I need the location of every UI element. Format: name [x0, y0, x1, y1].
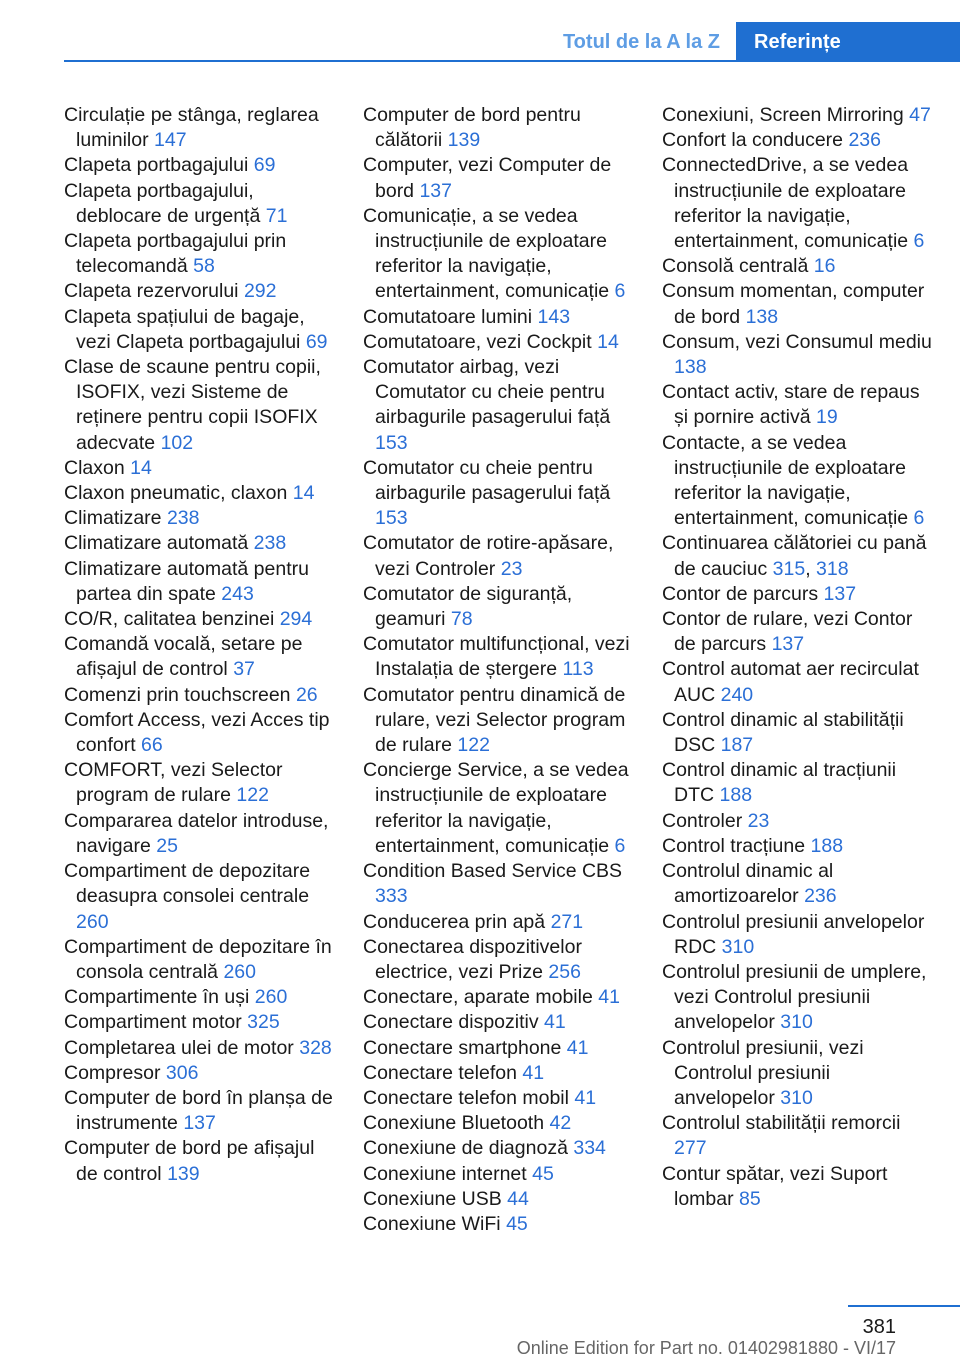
index-entry-text: Concierge Service, a se vedea instrucțiunile de exploatare referitor la navigație, entertainment, comunicație [363, 759, 629, 857]
index-entry [363, 1036, 633, 1061]
page-link[interactable]: 25 [156, 834, 178, 857]
index-entry [662, 834, 934, 859]
index-entry-text: Controlul dinamic al amortizoarelor [662, 860, 834, 908]
index-entry [64, 683, 334, 708]
page-link[interactable]: 69 [305, 330, 328, 353]
index-entry-text: Comutator de siguranță, geamuri [363, 582, 573, 631]
index-entry [662, 657, 934, 707]
page-link[interactable]: 6 [614, 834, 626, 857]
index-entry-text: Controlul presiunii de umplere, vezi Controlul presiunii anvelopelor [662, 960, 927, 1034]
page-link[interactable]: 138 [745, 305, 779, 328]
page-link[interactable]: 187 [720, 734, 754, 757]
index-entry-text: Comutator cu cheie pentru airbagurile pasagerului față [363, 456, 611, 505]
index-entry-text: Contor de parcurs [662, 582, 819, 605]
page-link[interactable]: 45 [506, 1212, 528, 1235]
index-entry [64, 859, 334, 935]
page-link[interactable]: 238 [253, 532, 287, 555]
index-entry-text: CO/R, calitatea benzinei [64, 608, 275, 631]
page-link[interactable]: 236 [848, 129, 881, 152]
index-entry-text: Conectare telefon mobil [363, 1086, 569, 1109]
page-link[interactable]: 325 [247, 1011, 280, 1034]
index-entry-text: Comfort Access, vezi Acces tip confort [64, 708, 330, 757]
index-entry-text: Claxon pneumatic, claxon [64, 482, 288, 505]
index-entry [64, 305, 334, 355]
index-entry [64, 1036, 334, 1061]
index-entry-text: Comutator airbag, vezi Comutator cu cheie pentru airbagurile pasagerului față [363, 356, 611, 429]
index-entry-text: Compartiment de depozitare în consola centrală [64, 935, 332, 983]
page-link[interactable]: 113 [562, 658, 594, 681]
index-entry [662, 582, 934, 607]
index-entry [363, 103, 633, 153]
page-link[interactable]: 143 [537, 305, 571, 328]
index-entry [64, 279, 334, 304]
index-entry-text: Clapeta rezervorului [64, 280, 239, 303]
page-link[interactable]: 306 [165, 1061, 199, 1084]
index-entry-text: Compartimente în uși [64, 986, 250, 1009]
index-entry-text: Contur spătar, vezi Suport lombar [662, 1162, 888, 1210]
index-entry-text: Climatizare automată [64, 532, 249, 555]
page-link[interactable]: 71 [265, 204, 288, 227]
index-entry-text: Conexiune Bluetooth [363, 1112, 545, 1135]
index-entry [363, 1010, 633, 1035]
index-entry [662, 380, 934, 430]
page-link[interactable]: 318 [816, 557, 849, 580]
index-entry [363, 1086, 633, 1111]
index-entry-text: Comutator multifuncțional, vezi Instalația de ștergere [363, 633, 630, 681]
index-entry [662, 1036, 934, 1112]
index-entry [363, 1136, 633, 1161]
footer-edition: Online Edition for Part no. 01402981880 - VI/17 [516, 1338, 896, 1358]
page-link[interactable]: 26 [295, 683, 318, 706]
index-entry-text: Conectare dispozitiv [363, 1011, 539, 1034]
page-link[interactable]: 23 [747, 809, 770, 832]
page-link[interactable]: 41 [598, 986, 620, 1009]
index-entry [662, 330, 934, 380]
index-entry-text: Conectare smartphone [363, 1036, 562, 1059]
index-entry-text: Comutator pentru dinamică de rulare, vezi Selector program de rulare [363, 683, 626, 757]
index-entry [662, 758, 934, 808]
index-entry-text: COMFORT, vezi Selector program de rulare [64, 759, 283, 807]
header-active-tab[interactable]: Referințe [736, 22, 960, 62]
page-link[interactable]: 6 [913, 230, 925, 253]
index-entry-text: Conexiune de diagnoză [363, 1137, 568, 1160]
index-entry-text: Controlul presiunii anvelopelor RDC [662, 910, 925, 958]
page-link[interactable]: 122 [236, 784, 269, 807]
index-entry-text: Compresor [64, 1061, 161, 1084]
index-entry-text: Contor de rulare, vezi Contor de parcurs [662, 608, 913, 656]
index-entry [64, 355, 334, 456]
page-link[interactable]: 310 [780, 1011, 813, 1034]
index-entry [662, 960, 934, 1036]
index-entry-text: Comandă vocală, setare pe afișajul de control [64, 633, 303, 681]
page-link[interactable]: 122 [457, 734, 490, 757]
page-link[interactable]: 102 [160, 431, 194, 454]
page-link[interactable]: 139 [167, 1162, 200, 1185]
index-entry-text: Computer de bord pe afișajul de control [64, 1137, 315, 1185]
index-entry [64, 708, 334, 758]
page-link[interactable]: 58 [193, 255, 215, 278]
index-entry [363, 456, 633, 532]
index-entry [64, 758, 334, 808]
index-entry [363, 985, 633, 1010]
index-entry [64, 229, 334, 279]
page-link[interactable]: 137 [183, 1112, 216, 1135]
index-entry-text: Controlul stabilității remorcii [662, 1112, 901, 1135]
index-entry [64, 481, 334, 506]
page-link[interactable]: 137 [823, 582, 857, 605]
index-entry-text: Clapeta portbagajului, deblocare de urgență [64, 179, 261, 227]
index-entry-text: Circulație pe stânga, reglarea luminilor [64, 104, 319, 152]
index-entry [363, 204, 633, 305]
index-entry [363, 683, 633, 759]
index-entry-text: Conexiune USB [363, 1187, 502, 1210]
index-entry-text: Contact activ, stare de repaus și pornire activă [662, 381, 920, 429]
page-link[interactable]: 294 [279, 608, 313, 631]
index-entry [662, 153, 934, 254]
page-link[interactable]: 188 [810, 834, 844, 857]
page-link[interactable]: 147 [154, 129, 187, 152]
index-entry-text: Control dinamic al stabilității DSC [662, 708, 904, 757]
index-entry [363, 1111, 633, 1136]
index-entry: Continuarea călătoriei cu pană de cauciuc 315, 318 [662, 532, 927, 580]
index-entry-text: Conducerea prin apă [363, 910, 546, 933]
index-entry-text: Conectarea dispozitivelor electrice, vezi Prize [363, 935, 582, 983]
page-number: 381 [862, 1316, 896, 1338]
index-entry [64, 531, 334, 556]
index-entry-text: Control automat aer recirculat AUC [662, 658, 919, 706]
page-link[interactable]: 41 [566, 1036, 589, 1059]
index-entry [64, 1136, 334, 1186]
page-link[interactable]: 334 [573, 1137, 606, 1160]
page-link[interactable]: 14 [597, 330, 619, 353]
page-link[interactable]: 310 [721, 935, 755, 958]
index-entry [662, 279, 934, 329]
index-entry [363, 859, 633, 909]
index-entry [64, 103, 334, 153]
page-link[interactable]: 153 [375, 507, 408, 530]
index-entry [662, 1111, 934, 1161]
page-link[interactable]: 44 [507, 1187, 529, 1210]
page-link[interactable]: 23 [500, 557, 523, 580]
footer-rule [848, 1305, 960, 1307]
index-entry [363, 758, 633, 859]
index-column-2 [363, 103, 633, 1237]
index-entry-text: Continuarea călătoriei cu pană de cauciuc [662, 532, 927, 580]
index-entry [363, 910, 633, 935]
index-entry [64, 809, 334, 859]
index-entry-text: Compartiment motor [64, 1011, 242, 1034]
index-entry-text: Comutatoare, vezi Cockpit [363, 330, 592, 353]
index-entry-text: Clase de scaune pentru copii, ISOFIX, vezi Sisteme de reținere pentru copii ISOFIX adecvate [64, 356, 321, 454]
index-entry [363, 1061, 633, 1086]
index-entry [662, 254, 934, 279]
page-link[interactable]: 310 [780, 1086, 813, 1109]
page-link[interactable]: 41 [574, 1086, 597, 1109]
page-link[interactable]: 14 [292, 482, 315, 505]
index-entry-text: Comutator de rotire-apăsare, vezi Controler [363, 532, 614, 580]
index-entry [64, 632, 334, 682]
page-link[interactable]: 243 [221, 582, 254, 605]
page-link[interactable]: 260 [223, 960, 256, 983]
index-entry-text: Conexiune internet [363, 1162, 527, 1185]
page-link[interactable]: 47 [909, 104, 931, 126]
page-link[interactable]: 6 [614, 280, 626, 303]
page-link[interactable]: 260 [76, 910, 109, 933]
index-entry [363, 330, 633, 355]
page-link[interactable]: 78 [450, 608, 473, 631]
page-link[interactable]: 6 [913, 507, 925, 530]
index-entry [64, 179, 334, 229]
page-link[interactable]: 37 [233, 658, 255, 681]
page-link[interactable]: 138 [674, 356, 707, 379]
page-link[interactable]: 277 [674, 1137, 707, 1160]
index-entry [363, 632, 633, 682]
index-entry-text: Comenzi prin touchscreen [64, 683, 291, 706]
index-entry [363, 1162, 633, 1187]
index-entry-text: Confort la conducere [662, 129, 844, 152]
index-entry [64, 607, 334, 632]
index-entry-text: Controlul presiunii, vezi Controlul presiunii anvelopelor [662, 1036, 864, 1109]
page-link[interactable]: 139 [447, 129, 481, 152]
index-entry [662, 910, 934, 960]
page-link[interactable]: 236 [804, 885, 837, 908]
index-entry [64, 456, 334, 481]
index-entry [363, 355, 633, 456]
index-entry-text: Control dinamic al tracțiunii DTC [662, 759, 897, 807]
index-entry [662, 103, 934, 128]
index-entry-text: Clapeta portbagajului [64, 154, 249, 177]
index-entry [662, 809, 934, 834]
index-entry [662, 607, 934, 657]
index-entry-text: Control tracțiune [662, 834, 806, 857]
index-entry-text: Conexiune WiFi [363, 1212, 501, 1235]
page-link[interactable]: 41 [544, 1011, 566, 1034]
index-entry-text: Conectare, aparate mobile [363, 986, 593, 1009]
page-link[interactable]: 137 [771, 633, 805, 656]
index-entry [64, 506, 334, 531]
index-entry-text: Consum momentan, computer de bord [662, 280, 925, 328]
index-entry [64, 1061, 334, 1086]
index-entry [363, 153, 633, 203]
index-entry-text: Condition Based Service CBS [363, 860, 623, 883]
index-entry-text: Comunicație, a se vedea instrucțiunile de exploatare referitor la navigație, entertainment, comunicație [363, 204, 610, 303]
page-link[interactable]: 41 [522, 1061, 545, 1084]
page-link[interactable]: 69 [253, 154, 276, 177]
index-column-1 [64, 103, 334, 1187]
index-entry [662, 859, 934, 909]
page-link[interactable]: 256 [548, 960, 581, 983]
index-entry [363, 1212, 633, 1237]
page-link[interactable]: 16 [813, 255, 836, 278]
page-link[interactable]: 19 [815, 406, 838, 429]
page-link[interactable]: 153 [375, 431, 408, 454]
page-link[interactable]: 271 [550, 910, 584, 933]
index-entry-text: Compararea datelor introduse, navigare [64, 809, 329, 857]
page-link[interactable]: 85 [739, 1187, 761, 1210]
index-entry [363, 582, 633, 632]
index-entry [662, 431, 934, 532]
index-entry [64, 1086, 334, 1136]
index-entry [662, 708, 934, 758]
index-entry-text: Conectare telefon [363, 1061, 517, 1084]
page-link[interactable]: 333 [375, 885, 408, 908]
index-entry-text: Computer, vezi Computer de bord [363, 154, 612, 202]
page-link[interactable]: 292 [243, 280, 277, 303]
index-column-3 [662, 103, 934, 1212]
index-entry [363, 305, 633, 330]
index-entry-text: Climatizare [64, 507, 162, 530]
header-section-tab[interactable]: Totul de la A la Z [562, 31, 720, 53]
index-entry [662, 128, 934, 153]
index-entry [363, 1187, 633, 1212]
index-entry [64, 985, 334, 1010]
page-link[interactable]: 315 [772, 557, 806, 580]
index-entry-text: Climatizare automată pentru partea din spate [64, 557, 309, 605]
page-link[interactable]: 45 [532, 1162, 554, 1185]
page-link[interactable]: 240 [720, 683, 754, 706]
index-entry [64, 935, 334, 985]
index-entry-text: Claxon [64, 456, 125, 479]
index-entry-text: Completarea ulei de motor [64, 1036, 294, 1059]
index-entry-text: Comutatoare lumini [363, 305, 533, 328]
index-entry-text: Clapeta spațiului de bagaje, vezi Clapeta portbagajului [64, 305, 305, 353]
index-entry-text: Controler [662, 809, 743, 832]
page-link[interactable]: 137 [419, 179, 452, 202]
index-entry-text: ConnectedDrive, a se vedea instrucțiunile de exploatare referitor la navigație, entertainment, comunicație [662, 154, 909, 253]
index-entry [363, 531, 633, 581]
index-entry-text: Conexiuni, Screen Mirroring [662, 104, 904, 126]
index-entry-text: Consolă centrală [662, 255, 809, 278]
index-entry [64, 153, 334, 178]
index-entry-text: Consum, vezi Consumul mediu [662, 330, 932, 353]
page-link[interactable]: 238 [166, 507, 200, 530]
index-entry [363, 935, 633, 985]
index-entry [662, 1162, 934, 1212]
index-entry [64, 557, 334, 607]
page-link[interactable]: 328 [299, 1036, 332, 1059]
index-entry-text: Clapeta portbagajului prin telecomandă [64, 230, 287, 278]
index-entry-text: Computer de bord pentru călătorii [363, 104, 581, 152]
page-link[interactable]: 66 [141, 734, 163, 757]
page-link[interactable]: 42 [549, 1112, 572, 1135]
index-entry-text: Computer de bord în planșa de instrumente [64, 1086, 333, 1135]
page-link[interactable]: 14 [130, 456, 152, 479]
index-entry [64, 1010, 334, 1035]
page-link[interactable]: 188 [719, 784, 753, 807]
page-link[interactable]: 260 [254, 986, 288, 1009]
index-entry-text: Compartiment de depozitare deasupra consolei centrale [64, 860, 311, 908]
index-entry-text: Contacte, a se vedea instrucțiunile de exploatare referitor la navigație, entertainment, comunicație [662, 431, 909, 530]
